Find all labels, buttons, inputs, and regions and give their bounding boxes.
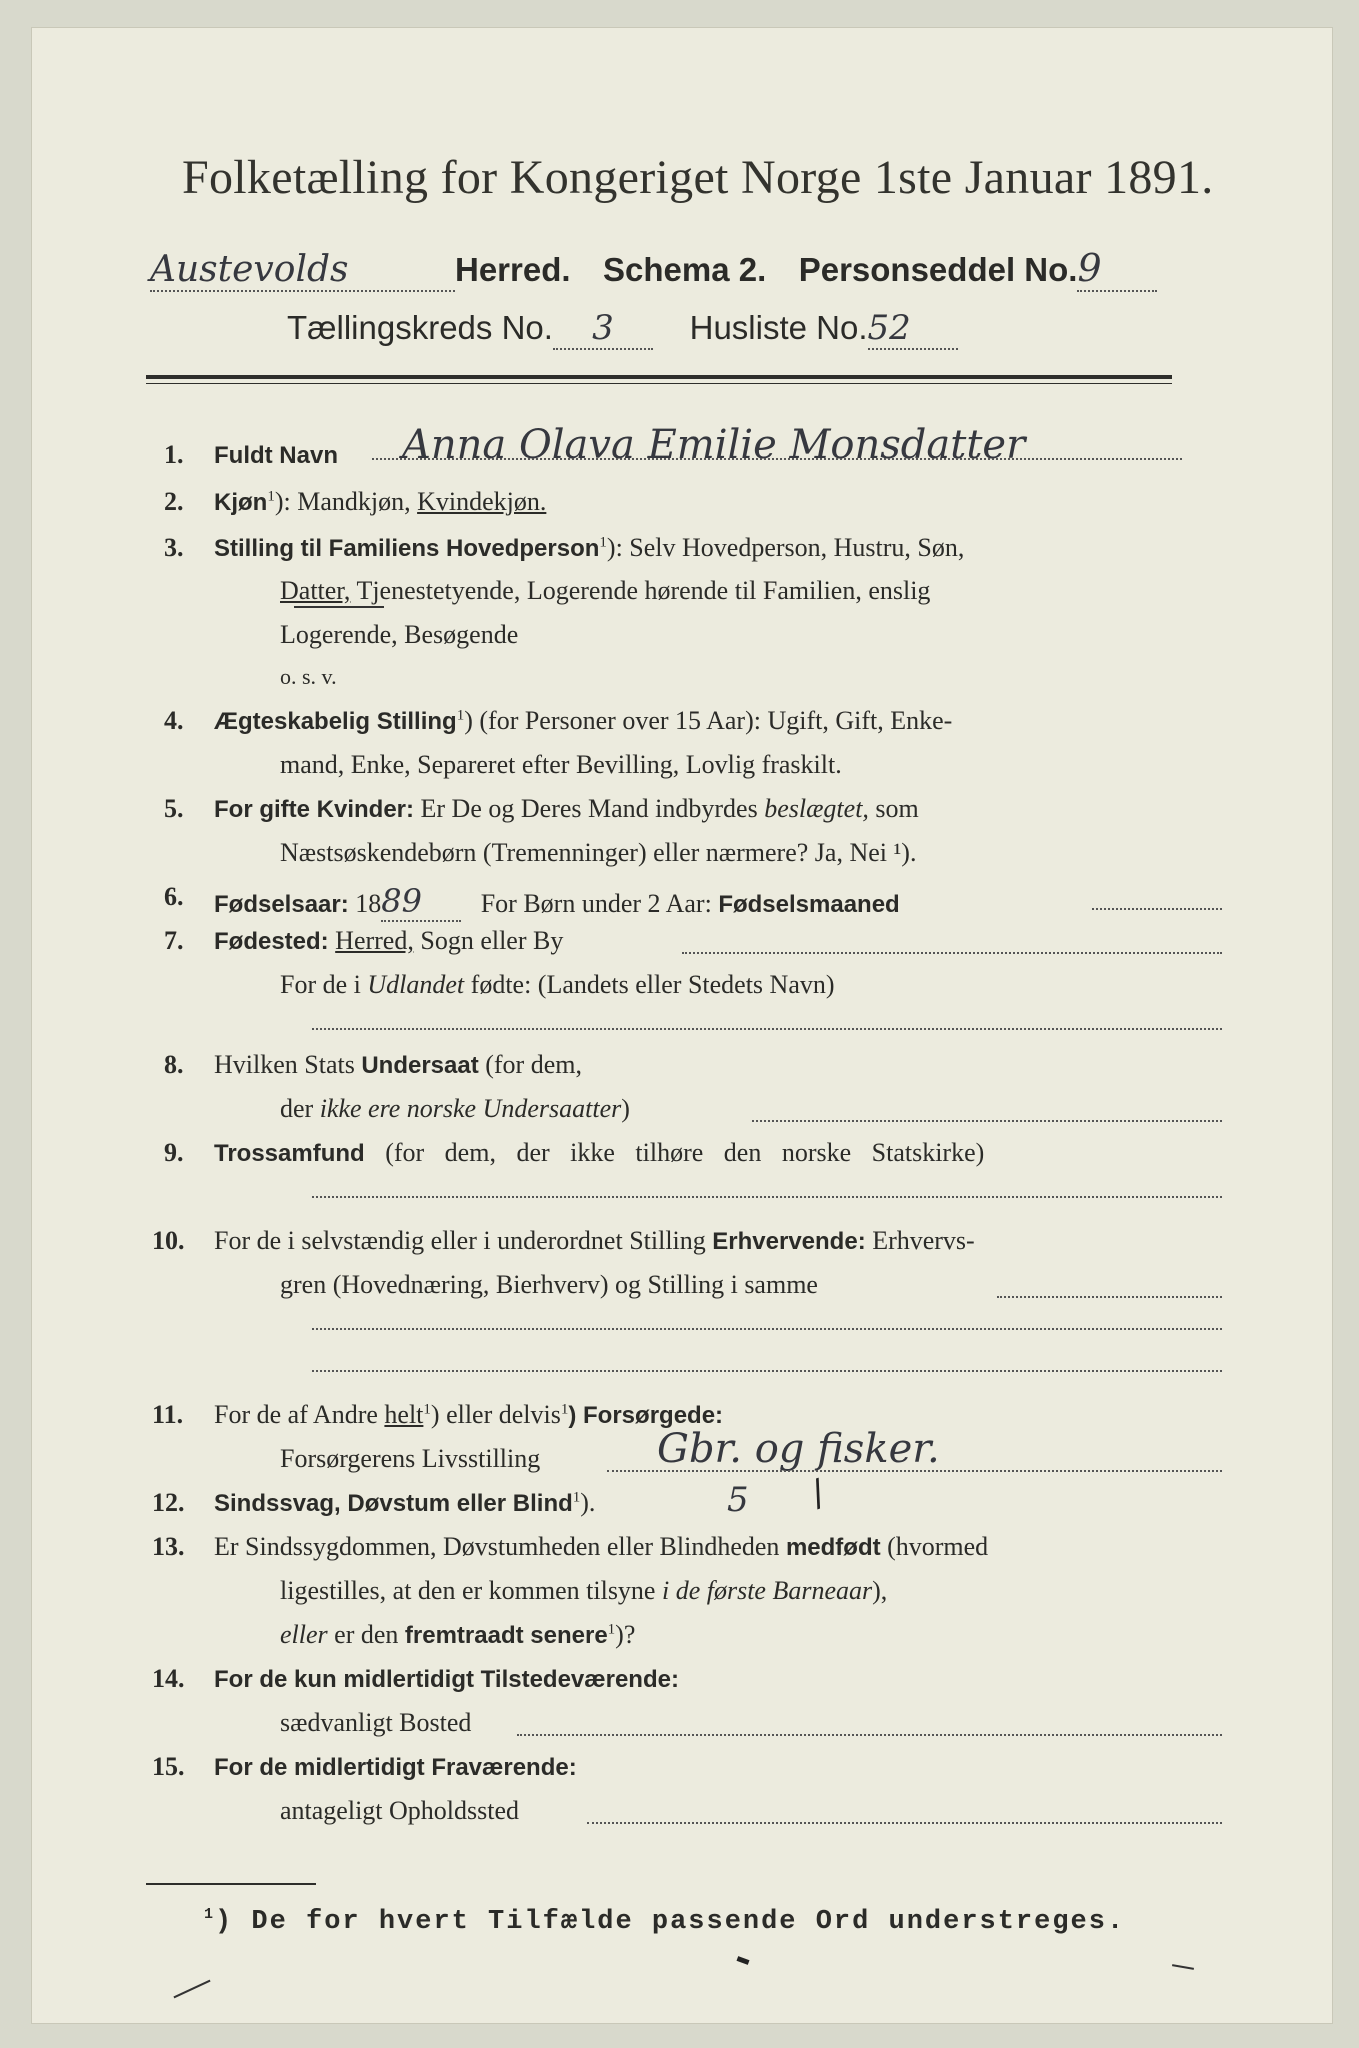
- q4-line1: [214, 706, 952, 736]
- q13-line3a: eller: [280, 1620, 328, 1649]
- q10-line1a: For de i selvstændig eller i underordnet Stilling: [214, 1226, 706, 1255]
- q6-prefix: 18: [355, 889, 382, 918]
- q10-dotted-line-2: [312, 1328, 1222, 1330]
- q8-line2: der ikke ere norske Undersaatter): [280, 1094, 630, 1123]
- q6-dotted-line: [1092, 908, 1222, 910]
- q10-line1: [214, 1226, 975, 1256]
- q11-dotted-line: [607, 1470, 1222, 1472]
- footnote-text: De for hvert Tilfælde passende Ord understreges.: [251, 1907, 1126, 1937]
- q7-dotted-line-2: [312, 1028, 1222, 1030]
- header-rule-thin: [146, 383, 1172, 384]
- q13-line2: ligestilles, at den er kommen tilsyne i de første Barneaar),: [280, 1576, 888, 1605]
- q8-italic: ikke ere norske Undersaatter: [319, 1094, 622, 1123]
- q12-value: 5: [727, 1480, 749, 1520]
- herred-label: Herred.: [455, 251, 571, 288]
- personseddel-label: Personseddel No.: [798, 251, 1078, 288]
- q5-line1b: som: [875, 794, 919, 823]
- q9-rest: (for dem, der ikke tilhøre den norske Statskirke): [385, 1138, 985, 1167]
- q5-italic: beslægtet,: [764, 794, 869, 823]
- q1-label: Fuldt Navn: [214, 442, 338, 469]
- q11-value: Gbr. og fisker.: [657, 1426, 940, 1472]
- q15-label: For de midlertidigt Fraværende:: [214, 1754, 577, 1781]
- q11-line1: [214, 1400, 723, 1430]
- q5-line1: [214, 794, 919, 824]
- q13-bold: medfødt: [785, 1534, 881, 1561]
- q5-label: For gifte Kvinder:: [214, 796, 415, 823]
- q6-rest: For Børn under 2 Aar:: [480, 889, 712, 918]
- census-form: [32, 28, 1332, 2023]
- q11-line2: Forsørgerens Livsstilling: [280, 1444, 541, 1473]
- q7-line1: [214, 926, 563, 956]
- q12-number: 12.: [152, 1488, 185, 1517]
- q3-number: 3.: [164, 533, 184, 562]
- q11-bold: ) Forsørgede:: [568, 1402, 724, 1429]
- q7-rest: Sogn eller By: [420, 926, 564, 955]
- q2-label: Kjøn: [214, 489, 268, 516]
- q11-line1a: For de af Andre: [214, 1400, 378, 1429]
- q8-dotted-line: [752, 1120, 1222, 1122]
- q14-dotted-line: [517, 1734, 1222, 1736]
- herred-row: [150, 246, 1157, 292]
- q1-number: 1.: [164, 440, 184, 469]
- q3-underlined: Datter,: [280, 576, 351, 605]
- stray-mark: [1172, 1964, 1194, 1970]
- q13-italic: i de første Barneaar: [661, 1576, 873, 1605]
- q2-number: 2.: [164, 487, 184, 516]
- q13-line3b: er den: [334, 1620, 399, 1649]
- q3-label: Stilling til Familiens Hovedperson: [214, 535, 600, 562]
- q15-line1: [214, 1752, 577, 1782]
- q13-number: 13.: [152, 1532, 185, 1561]
- q14-number: 14.: [152, 1664, 185, 1693]
- q2-sup: 1: [267, 488, 275, 505]
- q13-line1b: (hvormed: [887, 1532, 989, 1561]
- q10-number: 10.: [152, 1226, 185, 1255]
- q1-dotted-line: [372, 458, 1182, 460]
- q3-line1-text: ): Selv Hovedperson, Hustru, Søn,: [606, 533, 965, 562]
- q9-number: 9.: [164, 1138, 184, 1167]
- q14-line1: [214, 1664, 679, 1694]
- q11-number: 11.: [152, 1400, 184, 1429]
- q1-value: Anna Olava Emilie Monsdatter: [402, 422, 1026, 468]
- stray-mark: [173, 1980, 210, 1999]
- q13-bold2: fremtraadt senere: [404, 1622, 608, 1649]
- husliste-value: 52: [868, 308, 958, 350]
- q14-line2: sædvanligt Bosted: [280, 1708, 472, 1737]
- schema-label: Schema 2.: [603, 251, 767, 288]
- q4-label: Ægteskabelig Stilling: [214, 708, 457, 735]
- q7-label: Fødested:: [214, 928, 329, 955]
- q2-underlined: Kvindekjøn.: [417, 487, 547, 516]
- q4-sup: 1: [456, 707, 465, 724]
- kreds-row: [287, 308, 958, 350]
- q10-bold: Erhvervende:: [712, 1228, 866, 1255]
- q13-line1: [214, 1532, 988, 1562]
- q13-line1a: Er Sindssygdommen, Døvstumheden eller Blindheden: [214, 1532, 780, 1561]
- q8-line1a: Hvilken Stats: [214, 1050, 355, 1079]
- personseddel-value: 9: [1077, 246, 1157, 292]
- footnote: $^1$) De for hvert Tilfælde passende Ord understreges.: [204, 1906, 1126, 1937]
- q11-sup2: 1: [560, 1401, 569, 1418]
- q6-number: 6.: [164, 882, 184, 911]
- q4-number: 4.: [164, 706, 184, 735]
- q12-sup: 1: [572, 1489, 581, 1506]
- q9-line1: [214, 1138, 984, 1168]
- q7-number: 7.: [164, 926, 184, 955]
- form-title: Folketælling for Kongeriget Norge 1ste Januar 1891.: [182, 151, 1214, 204]
- q6-label: Fødselsaar:: [214, 891, 349, 918]
- q6-row: [214, 882, 900, 922]
- header-rule-thick: [146, 375, 1172, 379]
- q11-sup1: 1: [423, 1401, 431, 1418]
- q7-line2a: For de i: [280, 970, 361, 999]
- q6-bold: Fødselsmaaned: [718, 891, 900, 918]
- q15-line2: antageligt Opholdssted: [280, 1796, 520, 1825]
- footnote-rule: [146, 1883, 316, 1885]
- q4-line1-text: ) (for Personer over 15 Aar): Ugift, Gift, Enke-: [464, 706, 953, 735]
- q6-value: 89: [381, 882, 461, 922]
- q5-line1a: Er De og Deres Mand indbyrdes: [420, 794, 758, 823]
- kreds-value: 3: [553, 308, 653, 350]
- kreds-label: Tællingskreds No.: [287, 309, 553, 346]
- q13-line2a: ligestilles, at den er kommen tilsyne: [280, 1576, 656, 1605]
- q3-line4: o. s. v.: [280, 664, 337, 689]
- q3-sup: 1: [599, 534, 607, 551]
- q12-line1: Sindssvag, Døvstum eller Blind$^1$).: [214, 1488, 596, 1517]
- q7-italic: Udlandet: [367, 970, 465, 999]
- q8-line2a: der: [280, 1094, 314, 1123]
- q10-line1b: Erhvervs-: [872, 1226, 975, 1255]
- husliste-label: Husliste No.: [689, 309, 868, 346]
- q8-bold: Undersaat: [361, 1052, 479, 1079]
- q5-number: 5.: [164, 794, 184, 823]
- q12-label: Sindssvag, Døvstum eller Blind: [214, 1490, 573, 1517]
- q7-dotted-line: [682, 952, 1222, 954]
- q2-row: [214, 487, 546, 517]
- q7-line2: [280, 970, 835, 1000]
- q3-line3: Logerende, Besøgende: [280, 620, 519, 649]
- q5-line2: Næstsøskendebørn (Tremenninger) eller nærmere? Ja, Nei ¹).: [280, 838, 917, 867]
- stray-mark: [737, 1956, 750, 1965]
- q13-sup: 1: [607, 1621, 616, 1638]
- q9-label: Trossamfund: [214, 1140, 365, 1167]
- pencil-tick-mark: /: [805, 1472, 831, 1515]
- footnote-sup: 1: [204, 1906, 216, 1923]
- q7-underlined: Herred,: [335, 926, 414, 955]
- q8-line1b: (for dem,: [485, 1050, 582, 1079]
- q14-label: For de kun midlertidigt Tilstedeværende:: [214, 1666, 679, 1693]
- q11-underlined: helt: [384, 1400, 424, 1429]
- pencil-stroke-mark: [294, 606, 384, 608]
- q15-number: 15.: [152, 1752, 185, 1781]
- q13-line3: eller er den fremtraadt senere$^1$)?: [280, 1620, 636, 1649]
- q11-line1b: ) eller delvis: [430, 1400, 561, 1429]
- q7-line2b: fødte: (Landets eller Stedets Navn): [470, 970, 835, 999]
- q8-number: 8.: [164, 1050, 184, 1079]
- q10-dotted-line-3: [312, 1370, 1222, 1372]
- q10-dotted-line: [997, 1296, 1222, 1298]
- q15-dotted-line: [587, 1822, 1222, 1824]
- q1-row: [214, 440, 338, 470]
- q3-line1: [214, 533, 964, 563]
- q2-rest: ): Mandkjøn,: [274, 487, 411, 516]
- q9-dotted-line: [312, 1196, 1222, 1198]
- herred-value: Austevolds: [150, 249, 455, 292]
- q4-line2: mand, Enke, Separeret efter Bevilling, Lovlig fraskilt.: [280, 750, 842, 779]
- q8-line1: [214, 1050, 582, 1080]
- q3-line2: [280, 576, 930, 606]
- q10-line2: gren (Hovednæring, Bierhverv) og Stilling i samme: [280, 1270, 818, 1299]
- q3-line2-text: Tjenestetyende, Logerende hørende til Familien, enslig: [356, 576, 931, 605]
